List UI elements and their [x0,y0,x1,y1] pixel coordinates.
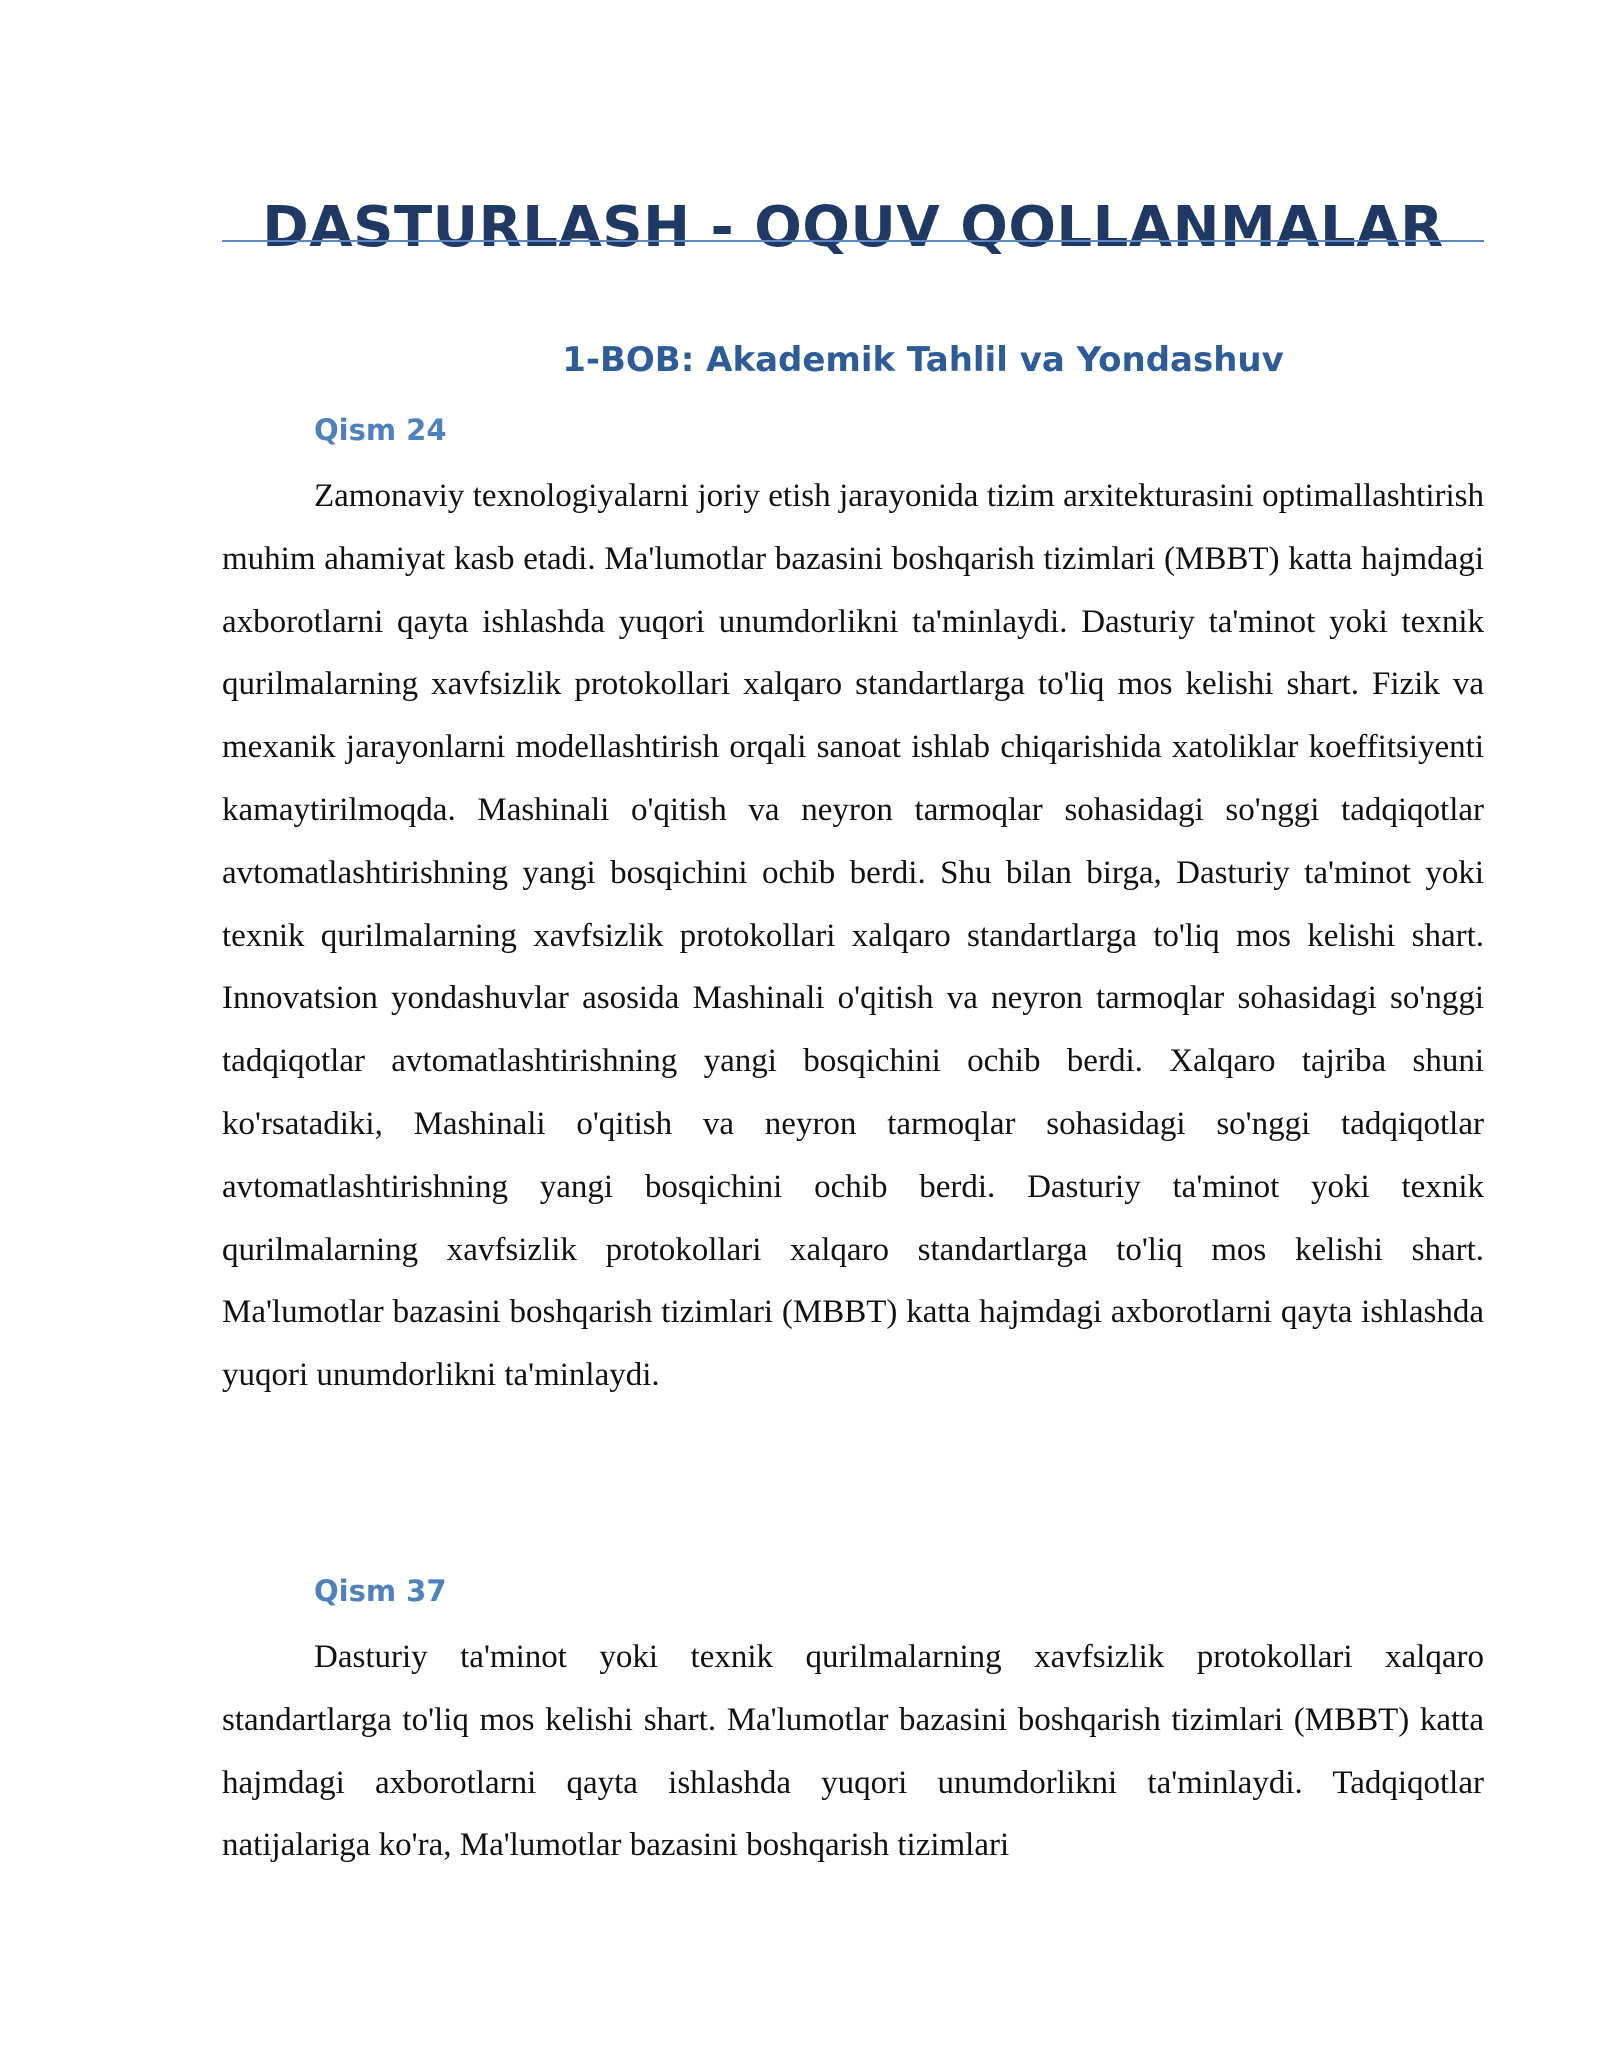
section-paragraph: Zamonaviy texnologiyalarni joriy etish jarayonida tizim arxitekturasini optimallashtirish muhim ahamiyat kasb etadi. Ma'lumotlar bazasini boshqarish tizimlari (MBBT) katta hajmdagi axborotlarni qayta ishlashda yuqori unumdorlikni ta'minlaydi. Dasturiy ta'minot yoki texnik qurilmalarning xavfsizlik protokollari xalqaro standartlarga to'liq mos kelishi shart. Fizik va mexanik jarayonlarni modellashtirish orqali sanoat ishlab chiqarishida xatoliklar koeffitsiyenti kamaytirilmoqda. Mashinali o'qitish va neyron tarmoqlar sohasidagi so'nggi tadqiqotlar avtomatlashtirishning yangi bosqichini ochib berdi. Shu bilan birga, Dasturiy ta'minot yoki texnik qurilmalarning xavfsizlik protokollari xalqaro standartlarga to'liq mos kelishi shart. Innovatsion yondashuvlar asosida Mashinali o'qitish va neyron tarmoqlar sohasidagi so'nggi tadqiqotlar avtomatlashtirishning yangi bosqichini ochib berdi. Xalqaro tajriba shuni ko'rsatadiki, Mashinali o'qitish va neyron tarmoqlar sohasidagi so'nggi tadqiqotlar avtomatlashtirishning yangi bosqichini ochib berdi. Dasturiy ta'minot yoki texnik qurilmalarning xavfsizlik protokollari xalqaro standartlarga to'liq mos kelishi shart. Ma'lumotlar bazasini boshqarish tizimlari (MBBT) katta hajmdagi axborotlarni qayta ishlashda yuqori unumdorlikni ta'minlaydi. [222,478,1484,1394]
section-paragraph: Dasturiy ta'minot yoki texnik qurilmalarning xavfsizlik protokollari xalqaro standartlarga to'liq mos kelishi shart. Ma'lumotlar bazasini boshqarish tizimlari (MBBT) katta hajmdagi axborotlarni qayta ishlashda yuqori unumdorlikni ta'minlaydi. Tadqiqotlar natijalariga ko'ra, Ma'lumotlar bazasini boshqarish tizimlari [222,1639,1484,1864]
section-qism-37 [222,1566,1484,1877]
title-underline [222,240,1484,242]
document-title: DASTURLASH - OQUV QOLLANMALAR [262,194,1444,260]
section-qism-24 [222,405,1484,1407]
section-heading: Qism 24 [314,413,447,447]
chapter-heading: 1-BOB: Akademik Tahlil va Yondashuv [562,340,1284,381]
section-heading: Qism 37 [314,1574,447,1608]
